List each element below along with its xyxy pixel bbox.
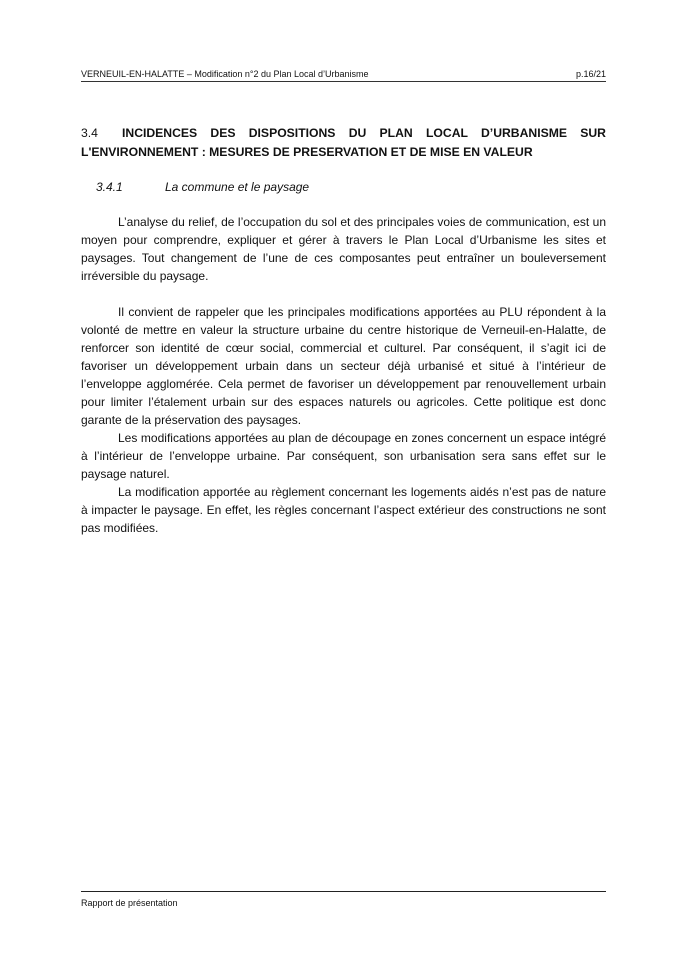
- page-header: [81, 67, 606, 81]
- footer-divider: [81, 891, 606, 892]
- paragraph: Les modifications apportées au plan de découpage en zones concernent un espace intégré à l’intérieur de l’enveloppe urbaine. Par conséquent, son urbanisation sera sans effet sur le paysage naturel.: [81, 431, 606, 481]
- subsection-number: 3.4.1: [96, 180, 123, 194]
- page-number: p.16/21: [575, 69, 606, 79]
- section-title: INCIDENCES DES DISPOSITIONS DU PLAN LOCAL D’URBANISME SUR L'ENVIRONNEMENT : MESURES DE PRESERVATION ET DE MISE EN VALEUR: [81, 126, 606, 159]
- paragraph: Il convient de rappeler que les principales modifications apportées au PLU répondent à la volonté de mettre en valeur la structure urbaine du centre historique de Verneuil-en-Halatte, de renforcer son identité de cœur social, commercial et culturel. Par conséquent, il s’agit ici de favoriser un développement urbain dans un secteur déjà urbanisé et situé à l’intérieur de l’enveloppe agglomérée. Cela permet de favoriser un développement par renouvellement urbain pour limiter l’étalement urbain sur des espaces naturels ou agricoles. Cette politique est donc garante de la préservation des paysages.: [81, 305, 606, 427]
- section-heading: [81, 124, 606, 162]
- body-text: [81, 213, 606, 537]
- subsection-heading: [96, 179, 309, 196]
- header-divider: [81, 81, 606, 82]
- paragraph: L’analyse du relief, de l’occupation du sol et des principales voies de communication, est un moyen pour comprendre, expliquer et gérer à travers le Plan Local d’Urbanisme les sites et paysages. Tout changement de l’une de ces composantes peut entraîner un bouleversement irréversible du paysage.: [81, 215, 606, 283]
- subsection-title: La commune et le paysage: [165, 180, 310, 194]
- document-title: VERNEUIL-EN-HALATTE – Modification n°2 du Plan Local d’Urbanisme: [81, 69, 369, 79]
- paragraph: La modification apportée au règlement concernant les logements aidés n’est pas de nature à impacter le paysage. En effet, les règles concernant l’aspect extérieur des constructions ne sont pas modifiées.: [81, 485, 606, 535]
- section-number: 3.4: [81, 126, 98, 140]
- page-footer: Rapport de présentation: [81, 898, 178, 908]
